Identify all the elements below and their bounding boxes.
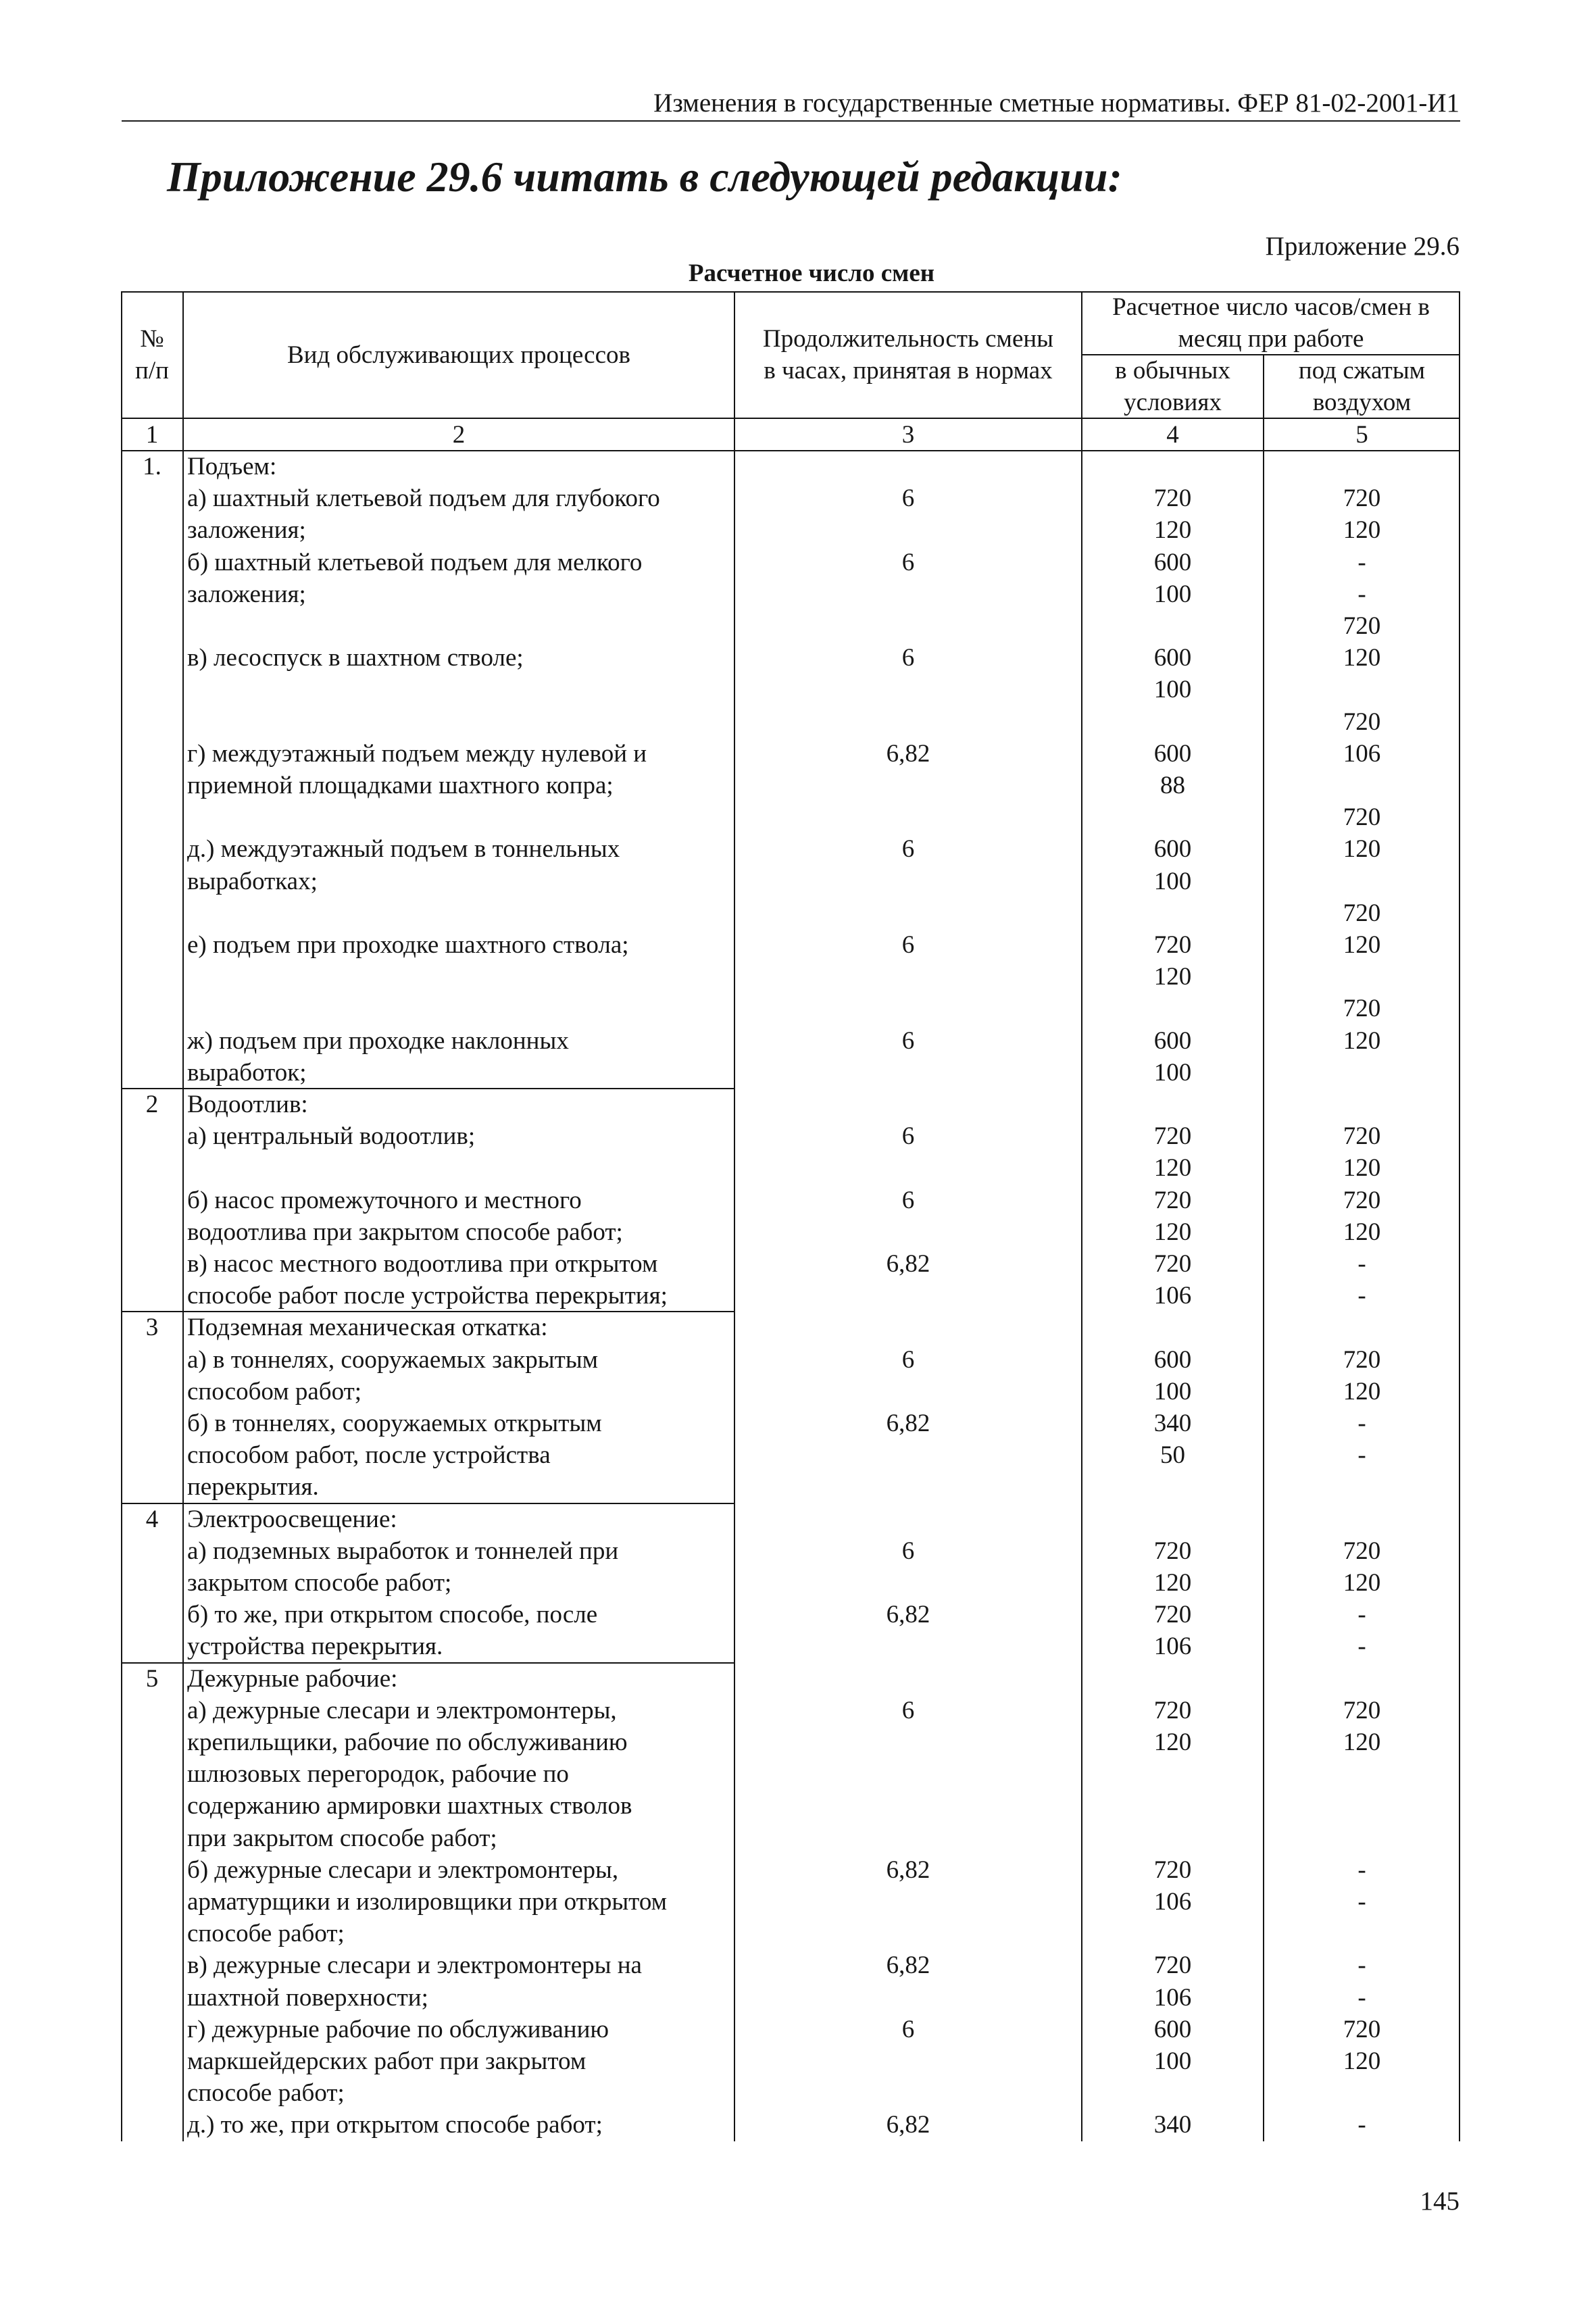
table-line [121,578,1460,610]
hours-compressed-air: 120 [1343,835,1381,864]
hours-normal-conditions: 100 [1153,1058,1192,1087]
hours-compressed-air: 720 [1343,1537,1381,1565]
table-line [121,2077,1460,2109]
process-text: в) дежурные слесари и электромонтеры на [187,1951,642,1980]
process-text: устройства перекрытия. [187,1633,443,1661]
hours-normal-conditions: 720 [1153,1250,1192,1278]
table-line [121,1631,1460,1662]
header-text: в обычных [1115,357,1230,384]
hours-normal-conditions: 600 [1153,835,1192,864]
hours-normal-conditions: 120 [1153,1154,1192,1183]
hours-compressed-air: 720 [1343,1186,1381,1214]
hours-normal-conditions: 600 [1153,1345,1192,1374]
process-text: арматурщики и изолировщики при открытом [187,1888,668,1916]
hours-compressed-air: 720 [1343,995,1381,1023]
process-text: Подземная механическая откатка: [187,1314,548,1342]
table-body [121,451,1460,2141]
process-text: е) подъем при проходке шахтного ствола; [187,931,629,959]
hours-compressed-air: 120 [1343,1728,1381,1756]
hours-compressed-air: 106 [1343,739,1381,768]
hours-normal-conditions: 720 [1153,1856,1192,1884]
process-text: способе работ; [187,2079,345,2108]
hours-normal-conditions: 720 [1153,1537,1192,1565]
header-text: воздухом [1312,389,1412,416]
header-text: в часах, принятая в нормах [764,357,1053,384]
process-text: а) центральный водоотлив; [187,1122,476,1151]
table-line [121,1089,1460,1120]
process-text: при закрытом способе работ; [187,1824,497,1852]
table-line [121,1790,1460,1822]
shift-hours: 6 [901,1537,915,1565]
table-line [121,2045,1460,2077]
shift-hours: 6 [901,484,915,513]
table-line [121,1982,1460,2014]
table-line [121,1567,1460,1599]
hours-compressed-air: - [1357,1951,1366,1980]
process-text: шлюзовых перегородок, рабочие по [187,1760,569,1789]
hours-normal-conditions: 720 [1153,1951,1192,1980]
table-line [121,2109,1460,2141]
header-duration-column [734,291,1082,418]
row-number: 3 [145,1314,159,1342]
process-text: д.) то же, при открытом способе работ; [187,2111,603,2139]
process-text: б) в тоннелях, сооружаемых открытым [187,1410,602,1437]
hours-compressed-air: - [1357,1250,1366,1278]
header-text: условиях [1124,389,1222,416]
hours-normal-conditions: 120 [1153,1218,1192,1246]
shift-hours: 6 [901,835,915,864]
shift-hours: 6 [901,644,915,672]
hours-normal-conditions: 120 [1153,1728,1192,1756]
table-line [121,642,1460,674]
hours-normal-conditions: 106 [1153,1633,1192,1661]
shift-hours: 6 [901,1122,915,1151]
header-process-column [183,291,734,418]
hours-compressed-air: 120 [1343,1569,1381,1597]
table-line [121,1025,1460,1057]
shift-hours: 6 [901,1026,915,1055]
table-line [121,1758,1460,1790]
table-line [121,738,1460,770]
shift-hours: 6,82 [886,2111,930,2139]
hours-normal-conditions: 340 [1153,1410,1192,1437]
table-line [121,801,1460,833]
hours-compressed-air: - [1357,1441,1366,1470]
table-line [121,1248,1460,1280]
shifts-table [121,291,1460,2141]
table-line [121,1695,1460,1726]
process-text: г) междуэтажный подъем между нулевой и [187,739,647,768]
process-text: маркшейдерских работ при закрытом [187,2047,587,2075]
header-text: Вид обслуживающих процессов [287,341,630,369]
table-line [121,833,1460,865]
process-text: д.) междуэтажный подъем в тоннельных [187,835,620,864]
table-line [121,929,1460,961]
table-line [121,1726,1460,1758]
process-text: в) насос местного водоотлива при открытом [187,1250,658,1278]
process-text: выработках; [187,867,318,895]
hours-normal-conditions: 600 [1153,1026,1192,1055]
process-text: в) лесоспуск в шахтном стволе; [187,644,524,672]
column-number: 5 [1355,420,1368,449]
hours-normal-conditions: 720 [1153,484,1192,513]
hours-compressed-air: 120 [1343,516,1381,545]
hours-compressed-air: 720 [1343,484,1381,513]
process-text: г) дежурные рабочие по обслуживанию [187,2015,609,2043]
shift-hours: 6,82 [886,1856,930,1884]
table-line [121,1663,1460,1695]
process-text: заложения; [187,580,306,608]
process-text: а) шахтный клетьевой подъем для глубокого [187,484,660,513]
hours-normal-conditions: 600 [1153,739,1192,768]
hours-compressed-air: - [1357,1633,1366,1661]
hours-compressed-air: 720 [1343,1122,1381,1151]
process-text: способе работ; [187,1920,345,1948]
hours-compressed-air: 720 [1343,899,1381,927]
table-line [121,1344,1460,1376]
header-normal-conditions-column [1082,355,1264,418]
hours-normal-conditions: 600 [1153,644,1192,672]
hours-normal-conditions: 600 [1153,2015,1192,2043]
table-line [121,514,1460,546]
hours-normal-conditions: 106 [1153,1983,1192,2012]
hours-normal-conditions: 88 [1160,772,1185,799]
process-text: крепильщики, рабочие по обслуживанию [187,1728,628,1756]
table-line [121,1185,1460,1216]
table-line [121,961,1460,993]
table-line [121,706,1460,738]
header-text: месяц при работе [1178,325,1364,353]
process-text: шахтной поверхности; [187,1983,428,2012]
process-text: водоотлива при закрытом способе работ; [187,1218,623,1246]
table-line [121,2014,1460,2045]
hours-compressed-air: 720 [1343,803,1381,832]
hours-compressed-air: 720 [1343,2015,1381,2043]
table-line [121,993,1460,1024]
table-line [121,1439,1460,1471]
table-line [121,866,1460,897]
hours-normal-conditions: 100 [1153,867,1192,895]
hours-compressed-air: 720 [1343,1345,1381,1374]
hours-normal-conditions: 720 [1153,931,1192,959]
appendix-label: Приложение 29.6 [1265,232,1460,261]
hours-compressed-air: 120 [1343,644,1381,672]
table-line [121,1057,1460,1089]
table-line [121,1216,1460,1248]
header-monthly-hours-group [1082,291,1460,355]
table-line [121,1376,1460,1408]
shift-hours: 6 [901,548,915,576]
hours-normal-conditions: 100 [1153,580,1192,608]
process-text: б) шахтный клетьевой подъем для мелкого [187,548,643,576]
process-text: закрытом способе работ; [187,1569,452,1597]
process-text: а) подземных выработок и тоннелей при [187,1537,619,1565]
shift-hours: 6,82 [886,1951,930,1980]
hours-compressed-air: 120 [1343,2047,1381,2075]
table-line [121,1599,1460,1631]
header-text: Расчетное число часов/смен в [1112,293,1430,321]
table-line [121,547,1460,578]
hours-compressed-air: - [1357,1856,1366,1884]
hours-normal-conditions: 106 [1153,1282,1192,1310]
table-line [121,1280,1460,1312]
hours-normal-conditions: 100 [1153,1377,1192,1405]
table-line [121,1886,1460,1918]
process-text: способом работ; [187,1377,362,1405]
process-text: Электроосвещение: [187,1505,397,1533]
table-line [121,1503,1460,1535]
header-number-column [121,291,183,418]
page-number: 145 [1420,2187,1460,2216]
column-number: 4 [1166,420,1179,449]
column-number: 3 [901,420,915,449]
column-number: 1 [145,420,159,449]
running-title: Изменения в государственные сметные нормативы. ФЕР 81-02-2001-И1 [653,89,1460,118]
column-number: 2 [452,420,466,449]
hours-compressed-air: - [1357,2111,1366,2139]
row-number: 2 [145,1091,159,1118]
header-compressed-air-column [1264,355,1460,418]
hours-normal-conditions: 720 [1153,1122,1192,1151]
hours-compressed-air: 120 [1343,1154,1381,1183]
process-text: б) насос промежуточного и местного [187,1186,582,1214]
table-line [121,1408,1460,1439]
shift-hours: 6,82 [886,1250,930,1278]
table-line [121,451,1460,482]
hours-normal-conditions: 106 [1153,1888,1192,1916]
hours-normal-conditions: 50 [1160,1441,1185,1470]
shift-hours: 6,82 [886,739,930,768]
table-line [121,1918,1460,1949]
shift-hours: 6 [901,2015,915,2043]
hours-normal-conditions: 720 [1153,1186,1192,1214]
table-line [121,770,1460,801]
hours-compressed-air: - [1357,1888,1366,1916]
page-title: Приложение 29.6 читать в следующей редакции: [167,153,1122,201]
table-line [121,1471,1460,1503]
hours-normal-conditions: 340 [1153,2111,1192,2139]
hours-normal-conditions: 100 [1153,2047,1192,2075]
header-text: № [140,325,164,353]
process-text: способом работ, после устройства [187,1441,551,1470]
table-line [121,610,1460,642]
process-text: ж) подъем при проходке наклонных [187,1026,569,1055]
table-line [121,897,1460,929]
hours-compressed-air: - [1357,1601,1366,1629]
table-line [121,1854,1460,1886]
process-text: а) дежурные слесари и электромонтеры, [187,1696,617,1724]
shift-hours: 6,82 [886,1601,930,1629]
process-text: содержанию армировки шахтных стволов [187,1792,632,1820]
shift-hours: 6 [901,1186,915,1214]
process-text: приемной площадками шахтного копра; [187,772,614,799]
process-text: б) то же, при открытом способе, после [187,1601,598,1629]
hours-compressed-air: 120 [1343,931,1381,959]
hours-compressed-air: 120 [1343,1218,1381,1246]
shift-hours: 6 [901,1345,915,1374]
header-rule [122,120,1460,122]
hours-normal-conditions: 100 [1153,676,1192,704]
process-text: заложения; [187,516,306,545]
hours-compressed-air: 120 [1343,1026,1381,1055]
shift-hours: 6 [901,1696,915,1724]
header-text: Продолжительность смены [762,325,1054,353]
hours-normal-conditions: 600 [1153,548,1192,576]
hours-compressed-air: - [1357,1983,1366,2012]
row-number: 4 [145,1505,159,1533]
table-line [121,482,1460,514]
process-text: б) дежурные слесари и электромонтеры, [187,1856,619,1884]
process-text: выработок; [187,1058,307,1087]
hours-normal-conditions: 120 [1153,963,1192,991]
hours-compressed-air: 720 [1343,707,1381,736]
table-line [121,1152,1460,1184]
table-caption: Расчетное число смен [688,259,935,287]
hours-compressed-air: 720 [1343,1696,1381,1724]
header-text: п/п [135,357,169,384]
process-text: а) в тоннелях, сооружаемых закрытым [187,1345,599,1374]
hours-compressed-air: 720 [1343,612,1381,640]
shift-hours: 6,82 [886,1410,930,1437]
hours-normal-conditions: 120 [1153,516,1192,545]
hours-compressed-air: - [1357,1282,1366,1310]
process-text: Подъем: [187,453,277,480]
hours-compressed-air: - [1357,580,1366,608]
table-line [121,1822,1460,1854]
table-line [121,674,1460,705]
process-text: перекрытия. [187,1473,319,1501]
hours-normal-conditions: 120 [1153,1569,1192,1597]
process-text: Водоотлив: [187,1091,308,1118]
hours-normal-conditions: 720 [1153,1696,1192,1724]
process-text: Дежурные рабочие: [187,1664,398,1693]
row-number: 1. [143,453,161,480]
hours-normal-conditions: 720 [1153,1601,1192,1629]
table-line [121,1120,1460,1152]
hours-compressed-air: - [1357,1410,1366,1437]
process-text: способе работ после устройства перекрытия; [187,1282,668,1310]
hours-compressed-air: - [1357,548,1366,576]
row-number: 5 [145,1664,159,1693]
table-line [121,1949,1460,1981]
table-line [121,1312,1460,1343]
hours-compressed-air: 120 [1343,1377,1381,1405]
table-line [121,1535,1460,1567]
header-text: под сжатым [1298,357,1426,384]
shift-hours: 6 [901,931,915,959]
